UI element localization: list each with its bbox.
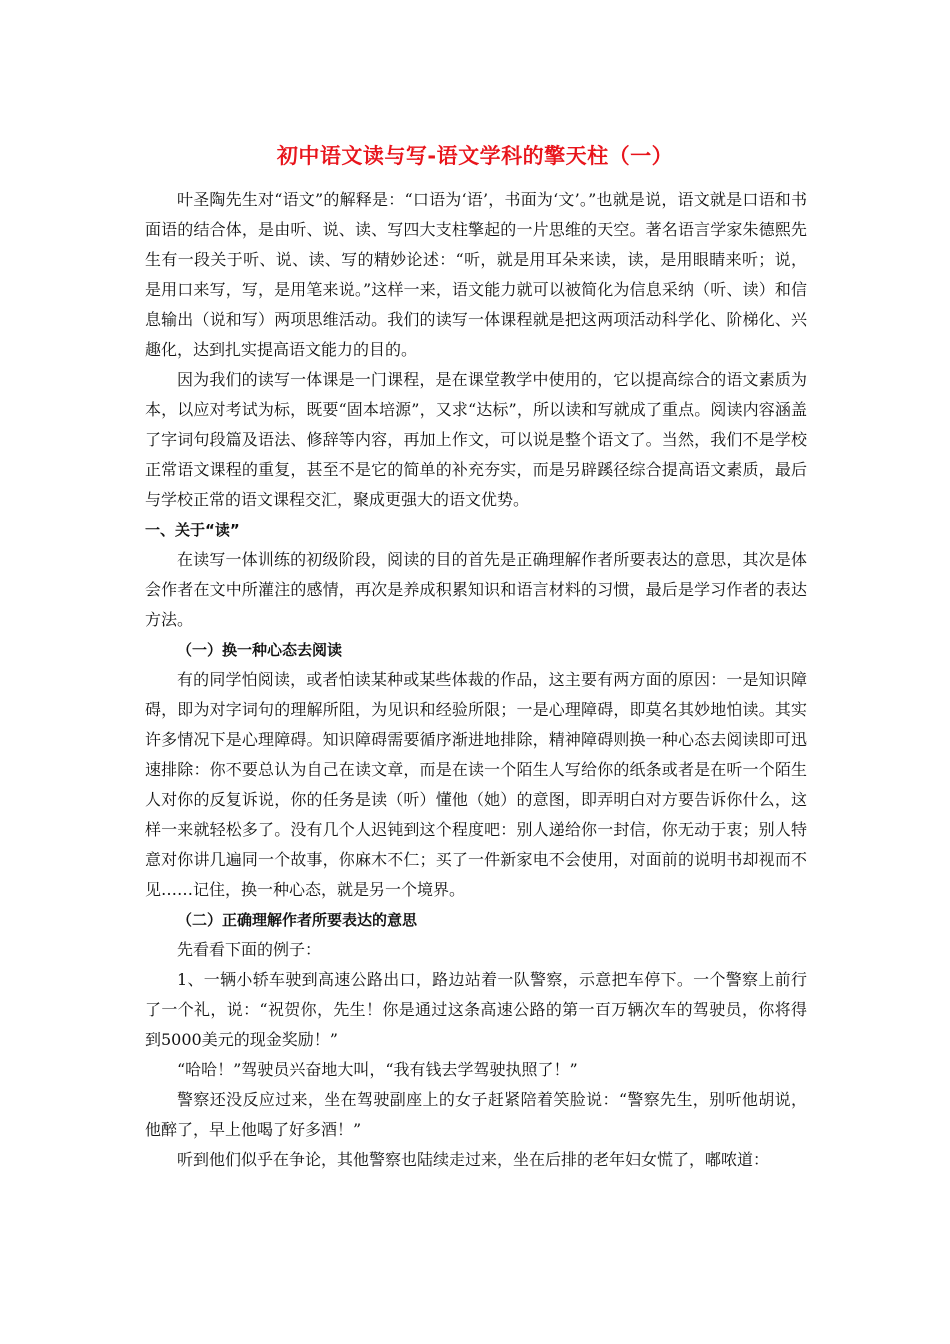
- paragraph: 听到他们似乎在争论，其他警察也陆续走过来，坐在后排的老年妇女慌了，嘟哝道：: [177, 1150, 770, 1169]
- paragraph: 先看看下面的例子：: [177, 940, 322, 959]
- paragraph: 1、一辆小轿车驶到高速公路出口，路边站着一队警察，示意把车停下。一个警察上前行了一个礼，说：“祝贺你，先生！你是通过这条高速公路的第一百万辆次车的驾驶员，你将得到5000美元的现金奖励！”: [145, 970, 807, 1049]
- paragraph: 警察还没反应过来，坐在驾驶副座上的女子赶紧陪着笑脸说：“警察先生，别听他胡说，他醉了，早上他喝了好多酒！”: [145, 1090, 807, 1139]
- paragraph: “哈哈！”驾驶员兴奋地大叫，“我有钱去学驾驶执照了！”: [177, 1060, 578, 1079]
- subsection-heading: （一）换一种心态去阅读: [177, 641, 343, 659]
- paragraph: 叶圣陶先生对“语文”的解释是：“口语为‘语’，书面为‘文’。”也就是说，语文就是口语和书面语的结合体，是由听、说、读、写四大支柱擎起的一片思维的天空。著名语言学家朱德熙先生有一段关于听、说、读、写的精妙论述：“听，就是用耳朵来读，读，是用眼睛来听；说，是用口来写，写，是用笔来说。”这样一来，语文能力就可以被简化为信息采纳（听、读）和信息输出（说和写）两项思维活动。我们的读写一体课程就是把这两项活动科学化、阶梯化、兴趣化，达到扎实提高语文能力的目的。: [145, 190, 807, 359]
- document-body: [145, 185, 807, 1175]
- section-heading: 一、关于“读”: [145, 521, 240, 539]
- paragraph: 因为我们的读写一体课是一门课程，是在课堂教学中使用的，它以提高综合的语文素质为本，以应对考试为标，既要“固本培源”，又求“达标”，所以读和写就成了重点。阅读内容涵盖了字词句段篇及语法、修辞等内容，再加上作文，可以说是整个语文了。当然，我们不是学校正常语文课程的重复，甚至不是它的简单的补充夯实，而是另辟蹊径综合提高语文素质，最后与学校正常的语文课程交汇，聚成更强大的语文优势。: [145, 370, 807, 509]
- document-title: 初中语文读与写-语文学科的擎天柱（一）: [276, 144, 674, 168]
- paragraph: 在读写一体训练的初级阶段，阅读的目的首先是正确理解作者所要表达的意思，其次是体会作者在文中所灌注的感情，再次是养成积累知识和语言材料的习惯，最后是学习作者的表达方法。: [145, 550, 807, 629]
- paragraph: 有的同学怕阅读，或者怕读某种或某些体裁的作品，这主要有两方面的原因：一是知识障碍，即为对字词句的理解所阻，为见识和经验所限；一是心理障碍，即莫名其妙地怕读。其实许多情况下是心理障碍。知识障碍需要循序渐进地排除，精神障碍则换一种心态去阅读即可迅速排除：你不要总认为自己在读文章，而是在读一个陌生人写给你的纸条或者是在听一个陌生人对你的反复诉说，你的任务是读（听）懂他（她）的意图，即弄明白对方要告诉你什么，这样一来就轻松多了。没有几个人迟钝到这个程度吧：别人递给你一封信，你无动于衷；别人特意对你讲几遍同一个故事，你麻木不仁；买了一件新家电不会使用，对面前的说明书却视而不见……记住，换一种心态，就是另一个境界。: [145, 670, 807, 899]
- subsection-heading: （二）正确理解作者所要表达的意思: [177, 911, 418, 929]
